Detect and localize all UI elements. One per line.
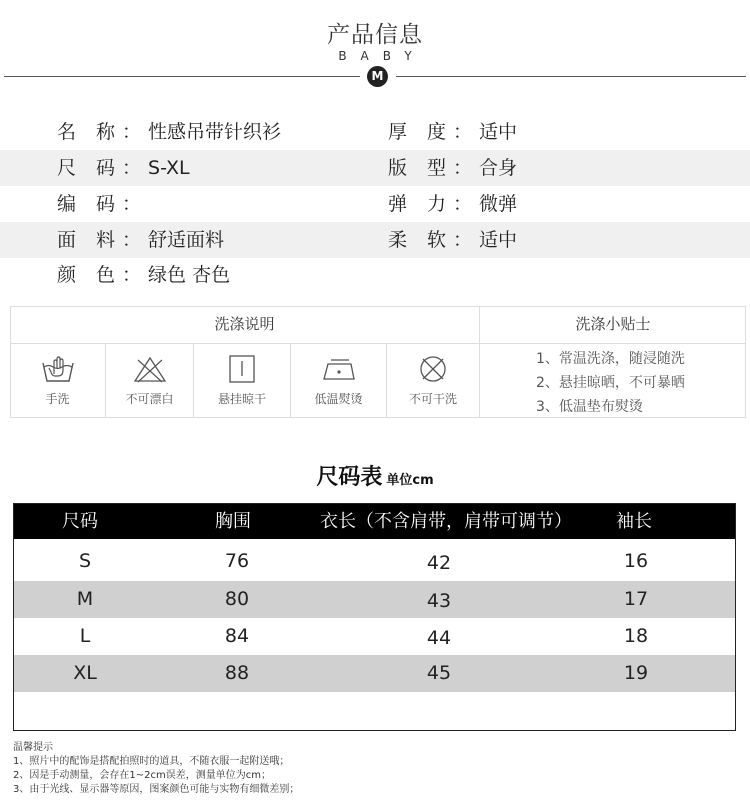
column-header: 袖长: [616, 511, 652, 532]
info-row: [0, 150, 750, 186]
info-label: 尺 码：: [57, 157, 149, 179]
header-divider-right: [396, 76, 746, 77]
table-cell: M: [76, 588, 94, 610]
page-subtitle: BABY: [338, 49, 426, 63]
info-label: 柔 软：: [388, 229, 480, 251]
care-symbol: [291, 344, 386, 418]
info-row: [0, 114, 750, 150]
info-value: 绿色 杏色: [148, 264, 231, 286]
info-row: [0, 222, 750, 258]
care-label: 悬挂晾干: [217, 392, 266, 406]
care-label: 手洗: [45, 392, 70, 406]
care-label: 低温熨烫: [314, 392, 363, 406]
notes-title: 温馨提示: [13, 742, 53, 753]
table-cell: 76: [224, 550, 250, 572]
info-label: 版 型：: [388, 157, 480, 179]
table-cell: L: [79, 625, 91, 647]
column-header: 衣长（不含肩带，肩带可调节）: [320, 511, 572, 532]
table-cell: 16: [623, 550, 649, 572]
note-item: 1、照片中的配饰是搭配拍照时的道具，不随衣服一起附送哦；: [13, 756, 290, 767]
info-value: 微弹: [479, 193, 518, 215]
note-item: 3、由于光线、显示器等原因，图案颜色可能与实物有细微差别；: [13, 784, 300, 795]
care-label: 不可干洗: [408, 392, 457, 406]
care-symbol: [194, 344, 290, 418]
info-value: 适中: [479, 121, 518, 143]
table-cell: 80: [224, 588, 250, 610]
table-cell: 45: [426, 662, 452, 684]
table-cell: 44: [426, 627, 452, 649]
info-label: 颜 色：: [57, 264, 149, 286]
info-row: [0, 257, 750, 293]
info-label: 编 码：: [57, 193, 149, 215]
care-symbol: [106, 344, 193, 418]
info-label: 弹 力：: [388, 193, 480, 215]
washing-tips-title: 洗涤小贴士: [575, 315, 651, 333]
column-header: 尺码: [62, 511, 98, 532]
low-iron-icon: [321, 354, 357, 384]
table-row: [14, 618, 735, 655]
table-cell: 17: [623, 588, 649, 610]
care-symbol: [387, 344, 479, 418]
table-cell: S: [78, 550, 92, 572]
info-value: 合身: [479, 157, 518, 179]
size-badge: M: [367, 66, 388, 87]
size-table-title: 尺码表: [316, 465, 383, 490]
table-cell: 18: [623, 625, 649, 647]
header-divider-left: [4, 76, 360, 77]
table-cell: 42: [426, 552, 452, 574]
hand-wash-icon: [40, 354, 76, 384]
washing-tip: 1、常温洗涤，随浸随洗: [536, 351, 685, 367]
column-header: 胸围: [215, 511, 251, 532]
care-symbol: [10, 344, 105, 418]
no-dry-clean-icon: [415, 354, 451, 384]
table-cell: 88: [224, 662, 250, 684]
info-label: 面 料：: [57, 229, 149, 251]
no-bleach-icon: [132, 354, 168, 384]
info-value: S-XL: [148, 157, 190, 179]
info-row: [0, 186, 750, 222]
table-row: [14, 655, 735, 692]
table-row: [14, 543, 735, 580]
hang-dry-icon: [224, 354, 260, 384]
note-item: 2、因是手动测量，会存在1~2cm误差，测量单位为cm；: [13, 770, 271, 781]
washing-tip: 2、悬挂晾晒，不可暴晒: [536, 375, 685, 391]
info-value: 性感吊带针织衫: [148, 121, 282, 143]
table-cell: 19: [623, 662, 649, 684]
table-cell: 84: [224, 625, 250, 647]
info-label: 名 称：: [57, 121, 149, 143]
page-title: 产品信息: [327, 22, 423, 48]
info-label: 厚 度：: [388, 121, 480, 143]
care-label: 不可漂白: [125, 392, 174, 406]
table-cell: 43: [426, 590, 452, 612]
size-table-heading: [0, 460, 750, 491]
washing-tip: 3、低温垫布熨烫: [536, 399, 643, 415]
table-row: [14, 581, 735, 618]
size-table-unit: 单位cm: [386, 473, 434, 488]
info-value: 适中: [479, 229, 518, 251]
info-value: 舒适面料: [148, 229, 225, 251]
table-cell: XL: [73, 662, 97, 684]
washing-instructions-title: 洗涤说明: [214, 315, 275, 333]
